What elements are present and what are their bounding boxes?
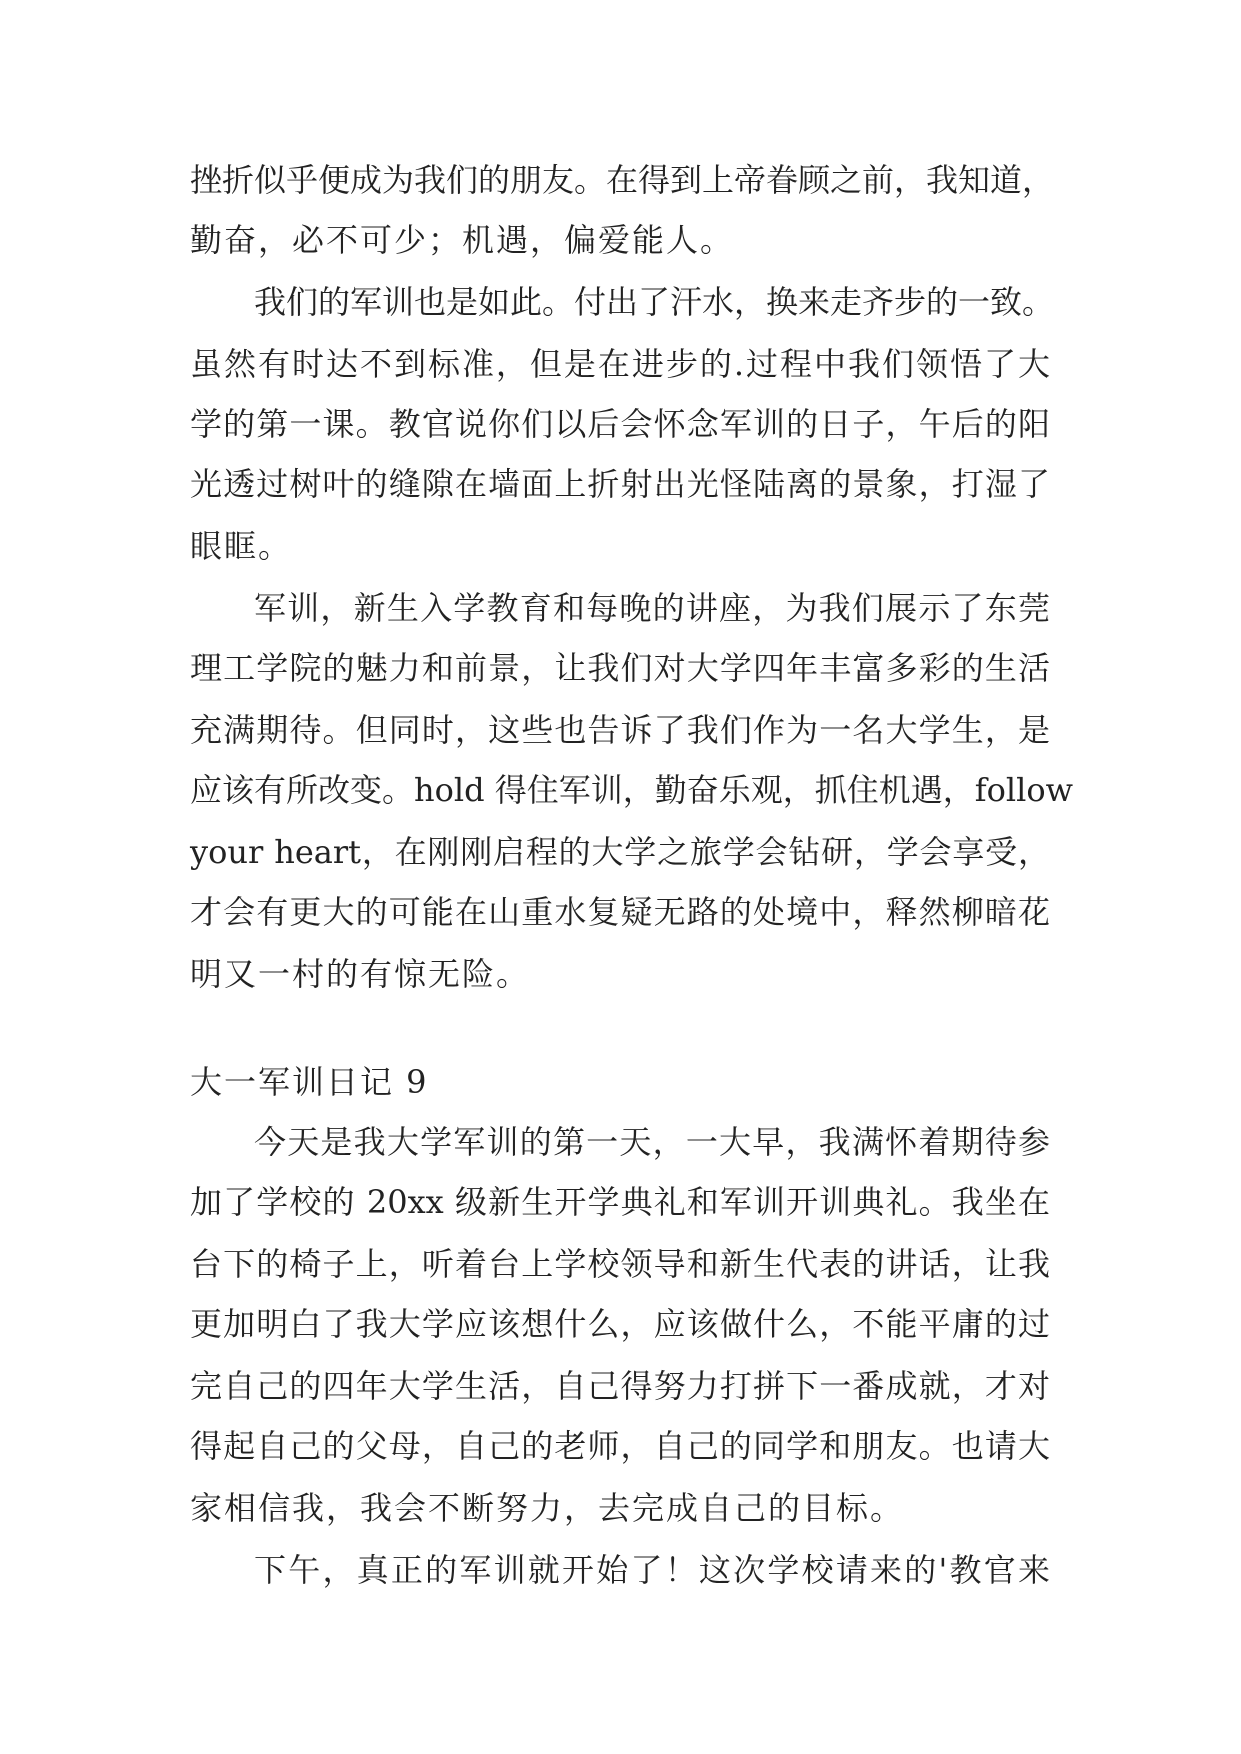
text-line: 才会有更大的可能在山重水复疑无路的处境中，释然柳暗花 bbox=[190, 893, 1050, 931]
text-line: 光透过树叶的缝隙在墙面上折射出光怪陆离的景象，打湿了 bbox=[190, 465, 1050, 503]
text-line: 挫折似乎便成为我们的朋友。在得到上帝眷顾之前，我知道， bbox=[190, 161, 1055, 199]
text-line: 下午，真正的军训就开始了！这次学校请来的'教官来 bbox=[254, 1551, 1050, 1589]
text-line: your heart，在刚刚启程的大学之旅学会钻研，学会享受， bbox=[190, 833, 1050, 871]
text-line: 理工学院的魅力和前景，让我们对大学四年丰富多彩的生活 bbox=[190, 649, 1050, 687]
text-line: 我们的军训也是如此。付出了汗水，换来走齐步的一致。 bbox=[254, 283, 1055, 321]
text-line: 今天是我大学军训的第一天，一大早，我满怀着期待参 bbox=[254, 1123, 1050, 1161]
text-line: 台下的椅子上，听着台上学校领导和新生代表的讲话，让我 bbox=[190, 1245, 1050, 1283]
text-line: 明又一村的有惊无险。 bbox=[190, 955, 531, 993]
text-line: 家相信我，我会不断努力，去完成自己的目标。 bbox=[190, 1489, 905, 1527]
text-line: 眼眶。 bbox=[190, 527, 293, 565]
text-line: 充满期待。但同时，这些也告诉了我们作为一名大学生，是 bbox=[190, 711, 1050, 749]
text-line: 加了学校的 20xx 级新生开学典礼和军训开训典礼。我坐在 bbox=[190, 1183, 1050, 1221]
section-heading: 大一军训日记 9 bbox=[190, 1063, 429, 1101]
text-line: 学的第一课。教官说你们以后会怀念军训的日子，午后的阳 bbox=[190, 405, 1050, 443]
text-line: 虽然有时达不到标准，但是在进步的.过程中我们领悟了大 bbox=[190, 345, 1050, 383]
text-line: 完自己的四年大学生活，自己得努力打拼下一番成就，才对 bbox=[190, 1367, 1050, 1405]
text-line: 勤奋，必不可少；机遇，偏爱能人。 bbox=[190, 221, 735, 259]
text-line: 更加明白了我大学应该想什么，应该做什么，不能平庸的过 bbox=[190, 1305, 1050, 1343]
text-line: 军训，新生入学教育和每晚的讲座，为我们展示了东莞 bbox=[254, 589, 1050, 627]
text-line: 应该有所改变。hold 得住军训，勤奋乐观，抓住机遇，follow bbox=[190, 771, 1074, 809]
text-line: 得起自己的父母，自己的老师，自己的同学和朋友。也请大 bbox=[190, 1427, 1050, 1465]
